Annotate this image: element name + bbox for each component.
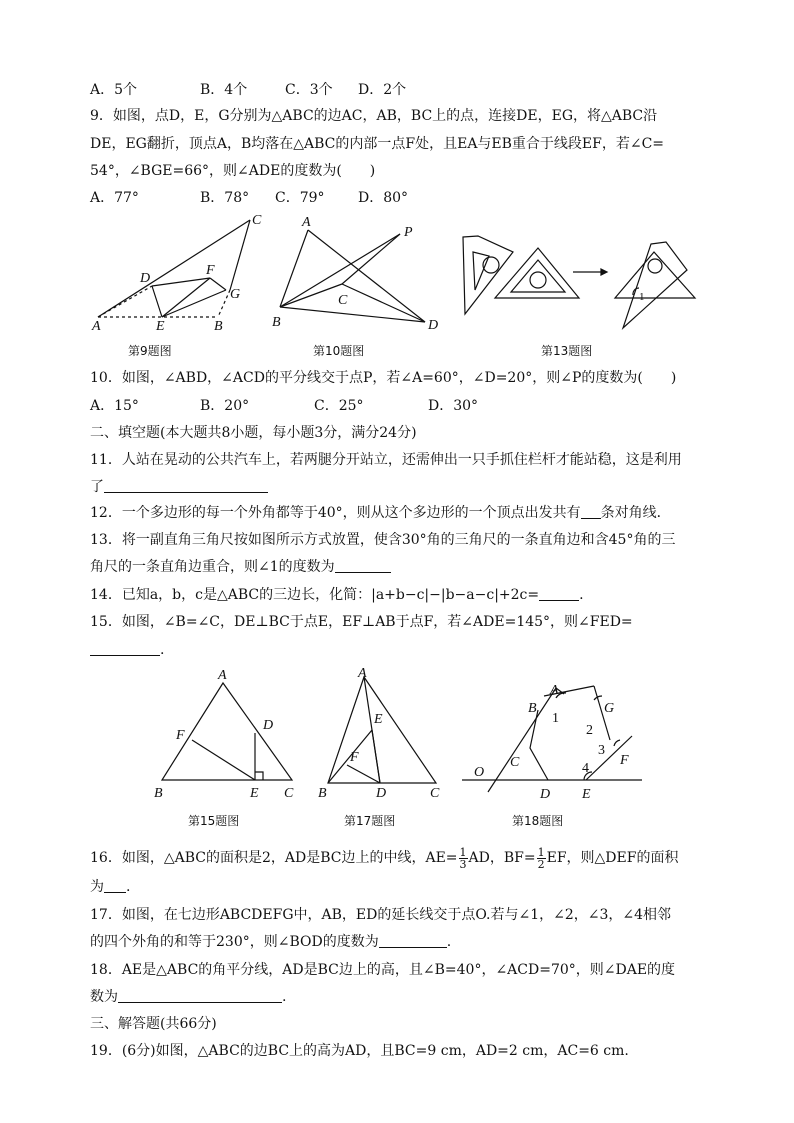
- q12-post: 条对角线．: [600, 505, 671, 521]
- q16-post: EF，则△DEF的面积: [546, 850, 679, 866]
- q16-frac2-den: 2: [537, 857, 545, 871]
- q16-frac2-num: 1: [537, 845, 545, 859]
- q17-line-2: 的四个外角的和等于230°，则∠BOD的度数为 .: [90, 934, 452, 950]
- q17-answer-blank[interactable]: [379, 933, 447, 948]
- q10-option-b: B．20°: [200, 398, 250, 414]
- fig9-label-e: E: [156, 319, 165, 334]
- fig9-label-d: D: [140, 271, 151, 286]
- q13-line-1: 13．将一副直角三角尺按如图所示方式放置，使含30°角的三角尺的一条直角边和含45°角的三: [90, 532, 676, 548]
- fig17-label-c: C: [430, 786, 440, 801]
- q17-line-2-text: 的四个外角的和等于230°，则∠BOD的度数为: [90, 934, 379, 950]
- q13-line-2-text: 角尺的一条直角边重合，则∠1的度数为: [90, 559, 335, 575]
- q10-option-c: C．25°: [314, 398, 364, 414]
- section-3-heading: 三、解答题(共66分): [90, 1016, 217, 1032]
- q11-line-2: [90, 477, 268, 497]
- q15-line-1: 15．如图，∠B=∠C，DE⊥BC于点E，EF⊥AB于点F，若∠ADE=145°，则∠FED=: [90, 614, 633, 630]
- fig15-label-b: B: [154, 786, 163, 801]
- fig10-label-d: D: [428, 318, 439, 333]
- q14-post: .: [579, 587, 584, 603]
- fig15-label-d: D: [263, 718, 274, 733]
- q16-mid: AD，BF=: [468, 850, 536, 866]
- q18-answer-blank[interactable]: [118, 988, 282, 1003]
- fig13-label-1: 1: [639, 291, 645, 303]
- fig9-caption: 第9题图: [128, 344, 172, 358]
- q8-option-d: D．2个: [358, 82, 407, 98]
- fig9-label-c: C: [252, 213, 262, 228]
- q9-option-a: A．77°: [90, 190, 139, 206]
- fig17-label-f: F: [350, 750, 359, 765]
- fig17-caption: 第17题图: [344, 814, 396, 828]
- q16-line-1: [90, 846, 678, 870]
- fig18-label-o: O: [474, 765, 485, 780]
- q17-line-1: 17．如图，在七边形ABCDEFG中，AB，ED的延长线交于点O.若与∠1，∠2，∠3，∠4相邻: [90, 907, 672, 923]
- fig17-label-b: B: [318, 786, 327, 801]
- q8-option-a: A．5个: [90, 82, 138, 98]
- q12-answer-blank[interactable]: [581, 504, 601, 519]
- q18-line-2-text: 数为: [90, 989, 118, 1005]
- fig18-label-e: E: [582, 787, 591, 802]
- fig18-label-4: 4: [582, 761, 589, 776]
- fig15-label-f: F: [176, 728, 185, 743]
- figure-15: [150, 665, 310, 805]
- fig13-caption: 第13题图: [541, 344, 593, 358]
- fig18-label-3: 3: [598, 743, 605, 758]
- q9-line-1: 9．如图，点D，E，G分别为△ABC的边AC，AB，BC上的点，连接DE，EG，将△ABC沿: [90, 108, 658, 124]
- q14-pre: 14．已知a，b，c是△ABC的三边长，化简：|a+b−c|−|b−a−c|+2c=: [90, 587, 540, 603]
- q9-line-2: DE，EG翻折，顶点A，B均落在△ABC的内部一点F处，且EA与EB重合于线段EF，若∠C=: [90, 136, 665, 152]
- fig10-label-c: C: [338, 293, 348, 308]
- section-2-heading: 二、填空题(本大题共8小题，每小题3分，满分24分): [90, 425, 417, 441]
- fig15-caption: 第15题图: [188, 814, 240, 828]
- fig15-label-c: C: [284, 786, 294, 801]
- q13-line-2: [90, 557, 391, 577]
- q9-option-c: C．79°: [275, 190, 325, 206]
- q16-pre: 16．如图，△ABC的面积是2，AD是BC边上的中线，AE=: [90, 850, 458, 866]
- fig9-label-a: A: [92, 319, 101, 334]
- fig10-caption: 第10题图: [313, 344, 365, 358]
- fig18-label-b: B: [528, 701, 537, 716]
- fig17-label-e: E: [374, 712, 383, 727]
- q16-fraction-1: [459, 847, 468, 870]
- q10-option-a: A．15°: [90, 398, 139, 414]
- q11-line-1: 11．人站在晃动的公共汽车上，若两腿分开站立，还需伸出一只手抓住栏杆才能站稳，这是利用: [90, 452, 682, 468]
- fig18-label-f: F: [620, 753, 629, 768]
- fig10-label-a: A: [302, 215, 311, 230]
- q10-line-1: 10．如图，∠ABD，∠ACD的平分线交于点P，若∠A=60°，∠D=20°，则∠P的度数为( ): [90, 370, 677, 386]
- fig18-label-c: C: [510, 755, 520, 770]
- q16-fraction-2: [537, 847, 546, 870]
- figure-13: [455, 222, 705, 332]
- fig15-label-a: A: [218, 668, 227, 683]
- q15-answer-blank[interactable]: [90, 641, 160, 656]
- q16-line-2: 为 .: [90, 879, 131, 895]
- fig18-label-d: D: [540, 787, 551, 802]
- fig17-label-d: D: [376, 786, 387, 801]
- q11-answer-blank[interactable]: [104, 478, 268, 493]
- fig18-label-1: 1: [552, 711, 559, 726]
- fig10-label-p: P: [404, 225, 413, 240]
- q11-line-2-text: 了: [90, 479, 104, 495]
- fig9-label-b: B: [214, 319, 223, 334]
- q16-answer-blank[interactable]: [104, 878, 126, 893]
- fig9-label-f: F: [206, 263, 215, 278]
- q12-pre: 12．一个多边形的每一个外角都等于40°，则从这个多边形的一个顶点出发共有: [90, 505, 581, 521]
- q15-line-2: .: [90, 640, 164, 660]
- fig10-label-b: B: [272, 315, 281, 330]
- figure-10: [270, 210, 450, 335]
- fig17-label-a: A: [358, 666, 367, 681]
- q16-frac1-den: 3: [459, 857, 467, 871]
- fig18-caption: 第18题图: [512, 814, 564, 828]
- q9-option-d: D．80°: [358, 190, 409, 206]
- fig9-label-g: G: [230, 287, 241, 302]
- fig18-label-g: G: [604, 701, 615, 716]
- q8-option-b: B．4个: [200, 82, 248, 98]
- figure-17: [312, 665, 447, 805]
- fig18-label-a: A: [550, 683, 559, 698]
- q9-option-b: B．78°: [200, 190, 250, 206]
- q16-frac1-num: 1: [459, 845, 467, 859]
- q9-line-3: 54°，∠BGE=66°，则∠ADE的度数为( ): [90, 163, 376, 179]
- fig18-label-2: 2: [586, 723, 593, 738]
- q14-answer-blank[interactable]: [539, 586, 579, 601]
- q12-line: [90, 503, 671, 523]
- fig15-label-e: E: [250, 786, 259, 801]
- q8-option-c: C．3个: [285, 82, 333, 98]
- q19-line-1: 19．(6分)如图，△ABC的边BC上的高为AD，且BC=9 cm，AD=2 cm，AC=6 cm.: [90, 1043, 629, 1059]
- q18-line-2: 数为 .: [90, 989, 287, 1005]
- q16-line-2-text: 为: [90, 879, 104, 895]
- figure-18: [460, 678, 650, 808]
- q14-line: [90, 585, 584, 605]
- figure-9: [90, 210, 270, 334]
- q13-answer-blank[interactable]: [335, 558, 391, 573]
- q10-option-d: D．30°: [428, 398, 479, 414]
- q18-line-1: 18．AE是△ABC的角平分线，AD是BC边上的高，且∠B=40°，∠ACD=70°，则∠DAE的度: [90, 962, 676, 978]
